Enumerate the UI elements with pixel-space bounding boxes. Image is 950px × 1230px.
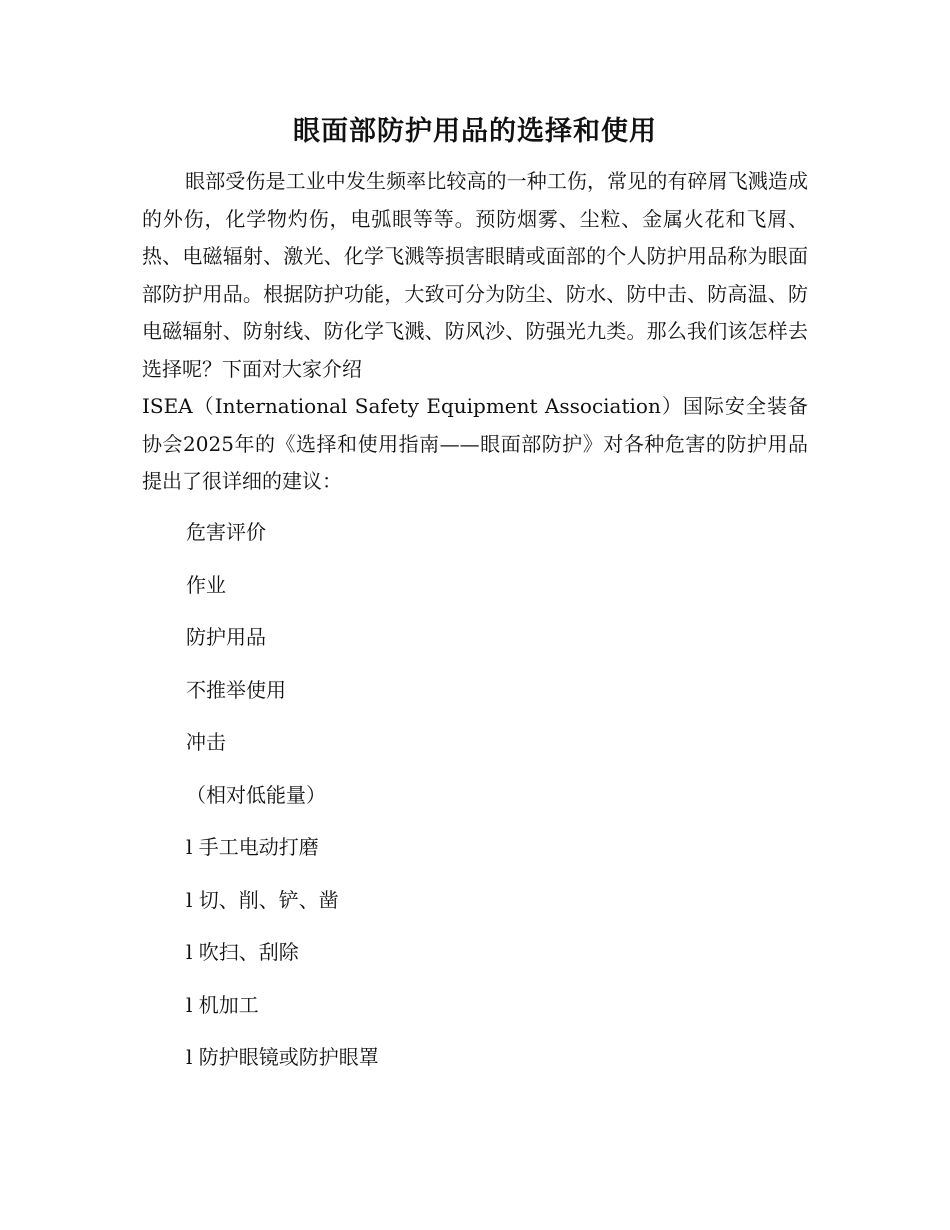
second-paragraph: ISEA（International Safety Equipment Association）国际安全装备协会2025年的《选择和使用指南——眼面部防护》对各种危害的防护用品提出了很详细的建议：	[142, 394, 808, 493]
list-item: l 机加工	[186, 992, 259, 1017]
list-item: 作业	[186, 572, 226, 597]
document-title: 眼面部防护用品的选择和使用	[293, 116, 657, 147]
list-item: l 手工电动打磨	[186, 835, 319, 859]
list-item: 防护用品	[186, 625, 266, 649]
intro-paragraph: 眼部受伤是工业中发生频率比较高的一种工伤，常见的有碎屑飞溅造成的外伤，化学物灼伤，电弧眼等等。预防烟雾、尘粒、金属火花和飞屑、热、电磁辐射、激光、化学飞溅等损害眼睛或面部的个人防护用品称为眼面部防护用品。根据防护功能，大致可分为防尘、防水、防中击、防高温、防电磁辐射、防射线、防化学飞溅、防风沙、防强光九类。那么我们该怎样去选择呢？下面对大家介绍	[142, 169, 808, 381]
list-item: 危害评价	[186, 520, 266, 544]
list-item: l 吹扫、刮除	[186, 940, 299, 964]
list-item: 冲击	[186, 730, 226, 754]
guide-item-list	[186, 512, 786, 1090]
document-body	[142, 163, 808, 501]
list-item: l 防护眼镜或防护眼罩	[186, 1045, 379, 1069]
list-item: 不推举使用	[186, 677, 286, 702]
list-item: （相对低能量）	[186, 782, 326, 807]
list-item: l 切、削、铲、凿	[186, 887, 339, 912]
